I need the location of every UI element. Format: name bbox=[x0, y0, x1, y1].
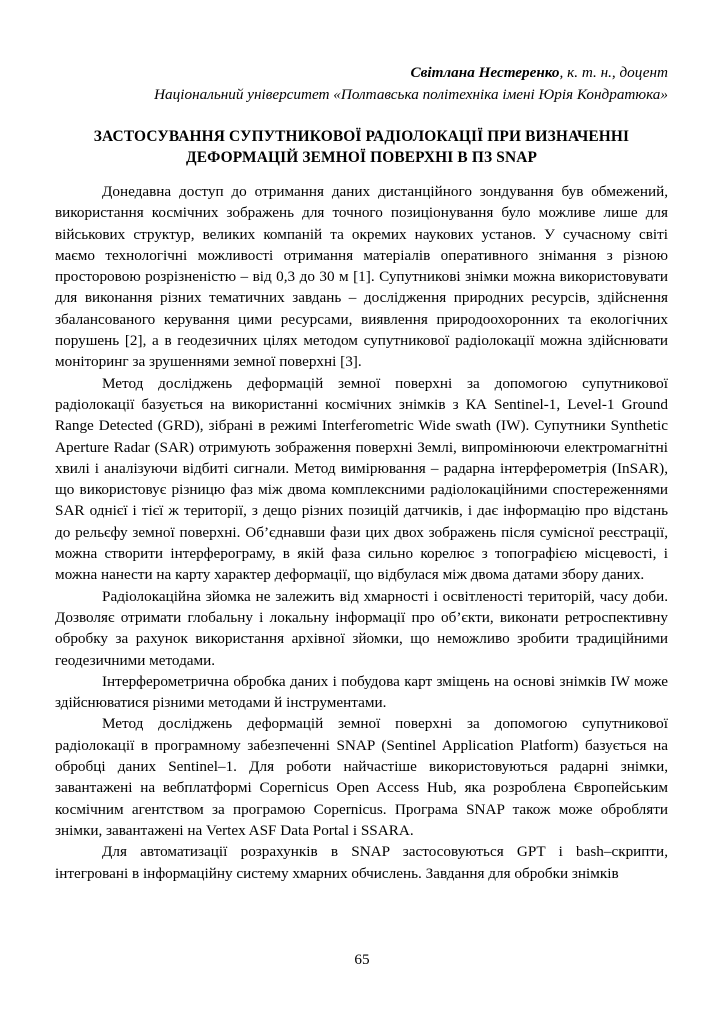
body-paragraph: Інтерферометрична обробка даних і побудова карт зміщень на основі знімків IW може здійснюватися різними методами й інструментами. bbox=[55, 672, 668, 712]
title-line-2: ДЕФОРМАЦІЙ ЗЕМНОЇ ПОВЕРХНІ В ПЗ SNAP bbox=[185, 149, 538, 166]
page-title bbox=[55, 126, 668, 168]
author-degree: , к. т. н., доцент bbox=[559, 64, 668, 81]
author-line bbox=[55, 62, 668, 84]
title-line-1: ЗАСТОСУВАННЯ СУПУТНИКОВОЇ РАДІОЛОКАЦІЇ ПРИ ВИЗНАЧЕННІ bbox=[93, 128, 630, 145]
body-paragraph: Для автоматизації розрахунків в SNAP застосовуються GPT і bash–скрипти, інтегровані в інформаційну систему хмарних обчислень. Завдання для обробки знімків bbox=[55, 843, 668, 882]
author-name: Світлана Нестеренко bbox=[410, 64, 560, 81]
page-content bbox=[55, 0, 668, 884]
article-header bbox=[55, 62, 668, 106]
body-paragraph: Метод досліджень деформацій земної поверхні за допомогою супутникової радіолокації в програмному забезпеченні SNAP (Sentinel Application Platform) базується на обробці даних Sentinel–1. Для роботи найчастіше використовуються радарні знімки, завантажені на вебплатформі Copernicus Open Access Hub, яка розроблена Європейським космічним агентством за програмою Copernicus. Програма SNAP також може обробляти знімки, завантажені на Vertex ASF Data Portal і SSARA. bbox=[55, 715, 668, 839]
affiliation: Національний університет «Полтавська політехніка імені Юрія Кондратюка» bbox=[154, 86, 668, 103]
page-number: 65 bbox=[354, 951, 370, 968]
body-paragraph: Метод досліджень деформацій земної поверхні за допомогою супутникової радіолокації базується на використанні космічних знімків з КА Sentinel-1, Level-1 Ground Range Detected (GRD), зібрані в режимі Interferometric Wide swath (IW). Супутники Synthetic Aperture Radar (SAR) отримують зображення поверхні Землі, випромінюючи електромагнітні хвилі і аналізуючи відбиті сигнали. Метод вимірювання – радарна інтерферометрія (InSAR), що використовує різницю фаз між двома комплексними радіолокаційними спостереженнями SAR однієї і тієї ж території, з дещо різних позицій датчиків, і дає інформацію про відстань до рельєфу земної поверхні. Об’єднавши фази цих двох зображень після сумісної реєстрації, можна створити інтерферограму, в якій фаза сильно корелює з топографією місцевості, і можна нанести на карту характер деформації, що відбулася між двома датами збору даних. bbox=[55, 374, 668, 584]
body-paragraph: Радіолокаційна зйомка не залежить від хмарності і освітленості територій, часу доби. Дозволяє отримати глобальну і локальну інформації про об’єкти, виконати ретроспективну обробку за рахунок використання архівної зйомки, що неможливо зробити традиційними геодезичними методами. bbox=[55, 587, 668, 669]
article-body bbox=[55, 181, 668, 884]
body-paragraph: Донедавна доступ до отримання даних дистанційного зондування був обмежений, використання космічних зображень для точного позиціонування було можливе лише для військових структур, великих компаній та окремих наукових установ. У сучасному світі маємо технологічні можливості отримання матеріалів оперативного знімання з різною просторовою розрізненістю – від 0,3 до 30 м [1]. Супутникові знімки можна використовувати для виконання різних тематичних завдань – дослідження природних ресурсів, здійснення збалансованого керування цими ресурсами, виявлення природоохоронних та екологічних порушень [2], а в геодезичних цілях методом супутникової радіолокації можна здійснювати моніторинг за зрушеннями земної поверхні [3]. bbox=[55, 183, 668, 371]
